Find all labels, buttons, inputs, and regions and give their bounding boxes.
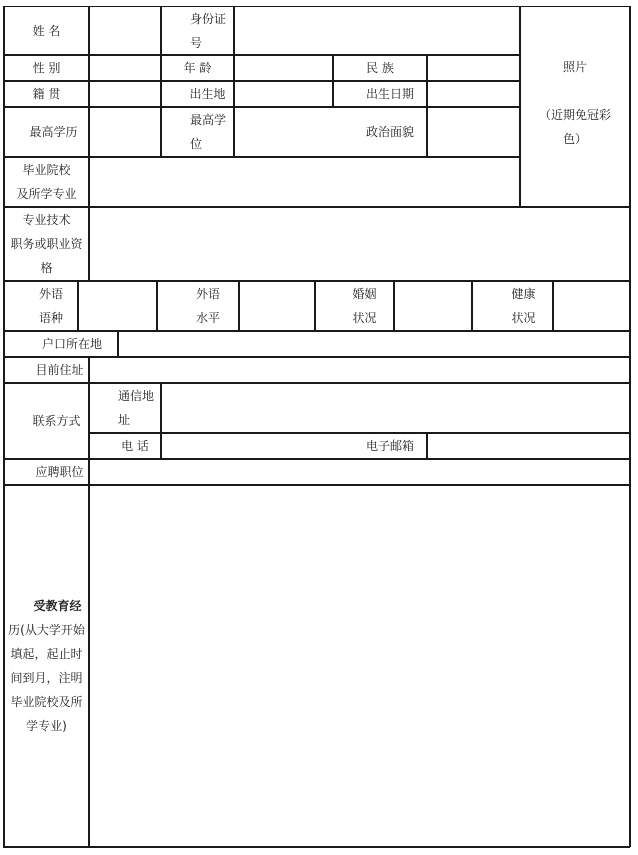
household-registration-field[interactable] (119, 332, 629, 356)
gender-label: 性 别 (32, 61, 61, 75)
household-registration-label: 户口所在地 (41, 337, 102, 351)
foreign-language-field[interactable] (79, 282, 156, 330)
photo-note: （近期免冠彩 色） (538, 108, 611, 146)
birth-date-field[interactable] (428, 82, 519, 106)
age-label: 年 龄 (183, 61, 212, 75)
id-number-field[interactable] (235, 7, 519, 54)
photo-label: 照片 (562, 60, 587, 74)
name-label: 姓 名 (32, 23, 61, 38)
table-border-right (629, 6, 631, 847)
email-field[interactable] (428, 434, 629, 458)
photo-box[interactable] (521, 7, 629, 206)
birth-date-label: 出生日期 (365, 87, 414, 101)
education-history-label (5, 486, 88, 846)
id-number-label: 身份证 号 (190, 11, 227, 50)
birthplace-field[interactable] (235, 82, 332, 106)
foreign-language-label: 外语 语种 (38, 287, 63, 325)
health-status-label: 健康 状况 (511, 287, 536, 325)
applied-position-field[interactable] (90, 460, 629, 484)
native-place-label: 籍 贯 (32, 87, 61, 101)
current-address-label: 目前住址 (35, 363, 84, 377)
mailing-address-label: 通信地 址 (118, 389, 155, 427)
native-place-field[interactable] (90, 82, 160, 106)
foreign-language-level-field[interactable] (240, 282, 314, 330)
mailing-address-field[interactable] (162, 384, 629, 432)
contact-method-label: 联系方式 (32, 414, 81, 428)
education-history-title: 受教育经 (33, 599, 82, 613)
name-field[interactable] (90, 7, 160, 54)
phone-field[interactable] (162, 434, 332, 458)
foreign-language-level-label: 外语 水平 (195, 287, 220, 325)
email-label: 电子邮箱 (365, 439, 414, 453)
birthplace-label: 出生地 (189, 87, 226, 101)
health-status-field[interactable] (554, 282, 629, 330)
education-history-field[interactable] (90, 486, 629, 846)
applied-position-label: 应聘职位 (35, 465, 84, 479)
marital-status-field[interactable] (395, 282, 471, 330)
highest-education-field[interactable] (90, 108, 160, 156)
current-address-field[interactable] (90, 358, 629, 382)
highest-education-label: 最高学历 (29, 125, 78, 139)
ethnicity-field[interactable] (428, 56, 519, 80)
professional-title-field[interactable] (90, 208, 629, 280)
marital-status-label: 婚姻 状况 (352, 287, 377, 325)
gender-field[interactable] (90, 56, 160, 80)
political-status-label: 政治面貌 (365, 125, 414, 139)
graduate-school-field[interactable] (90, 158, 519, 206)
graduate-school-label: 毕业院校 及所学专业 (16, 163, 77, 201)
political-status-field[interactable] (428, 108, 519, 156)
highest-degree-field[interactable] (235, 108, 332, 156)
professional-title-label: 专业技术 职务或职业资 格 (10, 213, 83, 275)
education-history-note: 历(从大学开始 填起，起止时 间到月，注明 毕业院校及所 学专业) (8, 623, 85, 733)
highest-degree-label: 最高学 位 (190, 113, 227, 151)
ethnicity-label: 民 族 (366, 61, 394, 75)
age-field[interactable] (235, 56, 332, 80)
table-border-bottom (3, 846, 630, 848)
phone-label: 电 话 (121, 439, 149, 453)
